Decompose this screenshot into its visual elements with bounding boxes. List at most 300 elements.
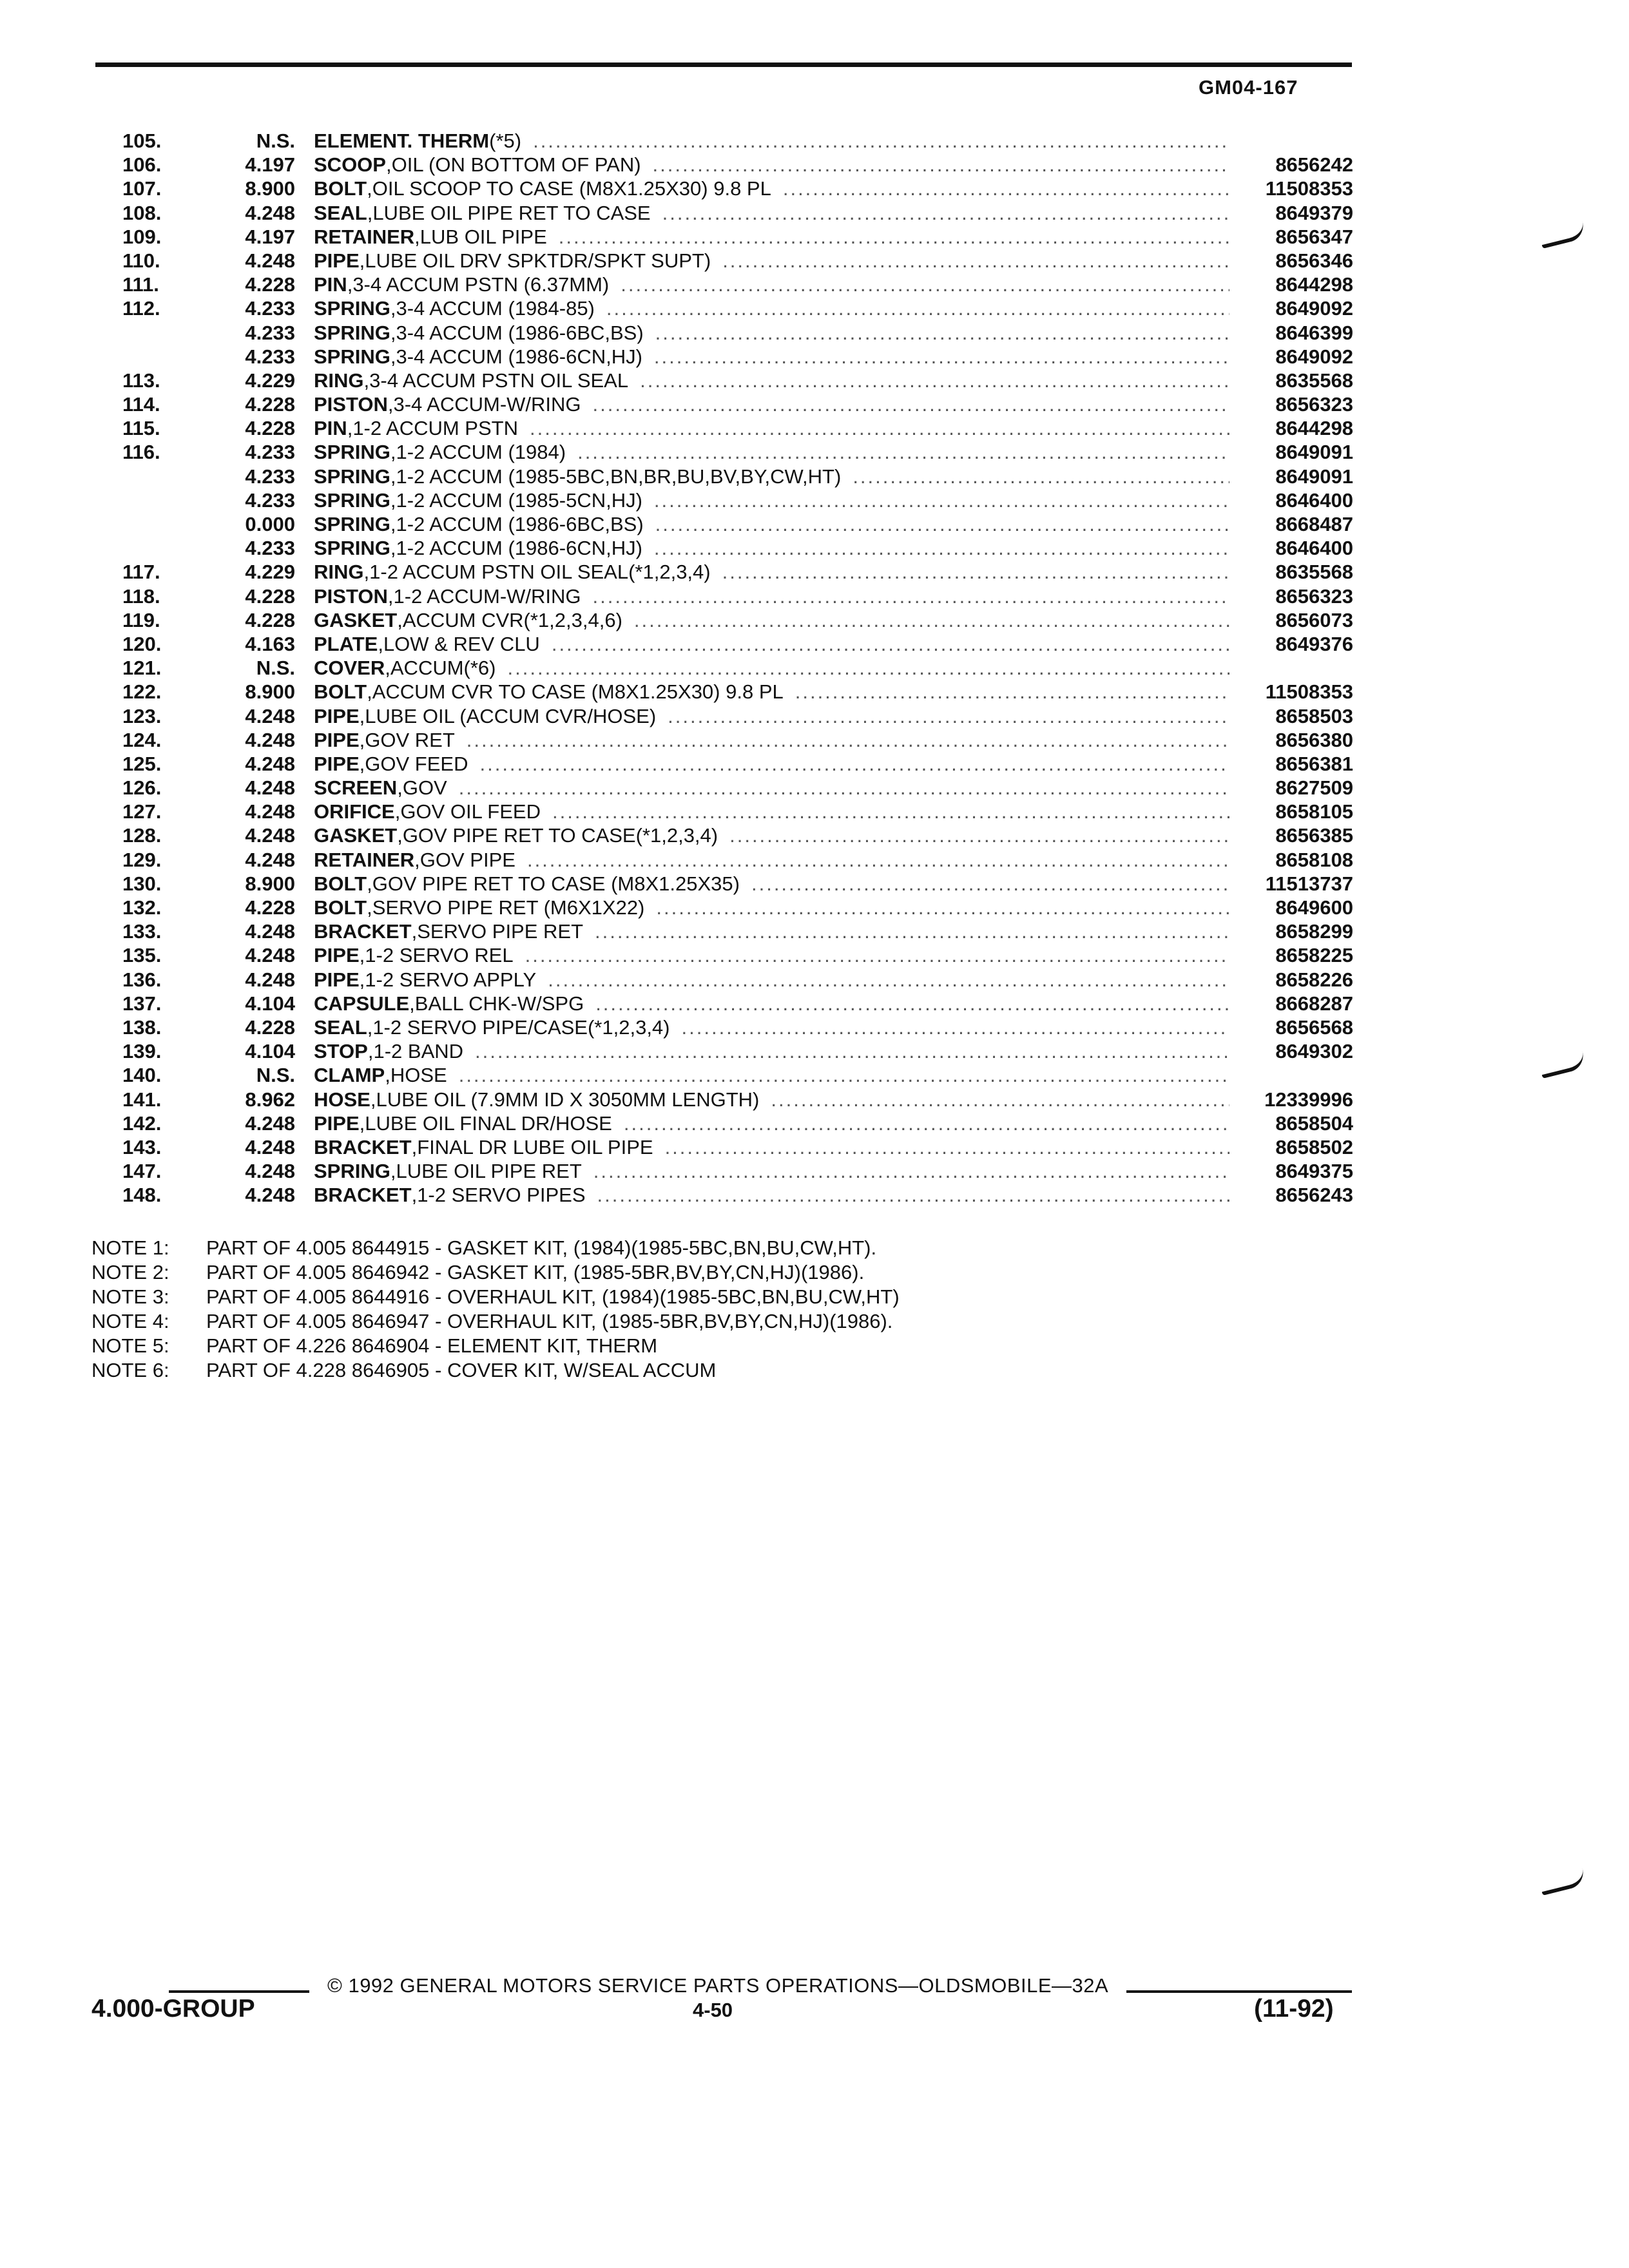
- part-row: [97, 872, 1353, 896]
- part-description: [314, 177, 1353, 200]
- part-row: [97, 1135, 1353, 1159]
- part-description: [314, 536, 1353, 560]
- part-group-number: 4.248: [245, 800, 295, 823]
- part-description: [314, 1111, 1353, 1135]
- part-name: SEAL: [314, 201, 367, 224]
- part-ref-number: 126.: [122, 776, 162, 800]
- part-ref-number: 122.: [122, 680, 162, 704]
- dot-leader: [722, 249, 1229, 273]
- part-description: [314, 1183, 1353, 1207]
- part-separator: ,: [367, 680, 372, 704]
- dot-leader: [662, 201, 1229, 225]
- part-name: BOLT: [314, 177, 367, 200]
- part-name: PIPE: [314, 249, 360, 272]
- part-ref-number: 139.: [122, 1040, 162, 1063]
- part-row: [97, 369, 1353, 392]
- dot-leader: [459, 776, 1229, 800]
- note-label: NOTE 6:: [92, 1359, 169, 1381]
- part-row: [97, 1183, 1353, 1207]
- part-detail: FINAL DR LUBE OIL PIPE: [417, 1135, 653, 1158]
- part-group-number: 4.104: [245, 992, 295, 1015]
- part-separator: ,: [409, 992, 415, 1015]
- note-line: [92, 1358, 900, 1383]
- part-ref-number: 135.: [122, 944, 162, 967]
- part-row: [97, 273, 1353, 296]
- part-group-number: 4.228: [245, 896, 295, 919]
- part-group-number: 4.163: [245, 632, 295, 655]
- part-separator: ,: [347, 273, 353, 296]
- part-ref-number: 130.: [122, 872, 162, 895]
- part-row: [97, 488, 1353, 512]
- part-detail: GOV OIL FEED: [400, 800, 541, 823]
- note-text: PART OF 4.005 8646947 - OVERHAUL KIT, (1985-5BR,BV,BY,CN,HJ)(1986).: [206, 1310, 893, 1332]
- part-group-number: 4.233: [245, 297, 295, 320]
- part-ref-number: 123.: [122, 704, 162, 727]
- part-detail: BALL CHK-W/SPG: [414, 992, 584, 1015]
- part-detail: 1-2 ACCUM-W/RING: [393, 584, 581, 608]
- part-row: [97, 153, 1353, 177]
- dot-leader: [559, 225, 1229, 249]
- part-separator: ,: [359, 944, 365, 967]
- part-row: [97, 440, 1353, 464]
- part-group-number: 4.104: [245, 1040, 295, 1063]
- part-number: 8656380: [1275, 728, 1353, 751]
- dot-leader: [783, 177, 1229, 200]
- part-ref-number: 108.: [122, 201, 162, 224]
- part-description: [314, 823, 1353, 847]
- part-ref-number: 112.: [122, 297, 160, 320]
- dot-leader: [597, 1183, 1229, 1207]
- part-name: RETAINER: [314, 848, 415, 871]
- part-description: [314, 129, 1353, 153]
- part-detail: HOSE: [390, 1064, 447, 1087]
- part-detail: 1-2 ACCUM (1986-6BC,BS): [396, 513, 644, 535]
- part-row: [97, 800, 1353, 823]
- part-ref-number: 141.: [122, 1088, 162, 1111]
- part-name: BOLT: [314, 896, 367, 919]
- dot-leader: [853, 465, 1229, 488]
- part-number: 8649375: [1275, 1160, 1353, 1183]
- part-row: [97, 823, 1353, 847]
- part-number: 8656323: [1275, 584, 1353, 608]
- part-detail: 1-2 SERVO APPLY: [365, 968, 537, 991]
- dot-leader: [593, 1159, 1229, 1183]
- part-group-number: 4.229: [245, 369, 295, 392]
- part-detail: 1-2 SERVO PIPES: [417, 1184, 586, 1207]
- part-name: BRACKET: [314, 1135, 412, 1158]
- top-rule: [95, 62, 1352, 67]
- dot-leader: [729, 823, 1229, 847]
- part-description: [314, 680, 1353, 704]
- part-separator: ,: [390, 537, 396, 560]
- part-number: 8668487: [1275, 513, 1353, 535]
- part-description: [314, 321, 1353, 345]
- part-separator: ,: [385, 657, 390, 680]
- part-name: SPRING: [314, 345, 390, 368]
- part-ref-number: 125.: [122, 752, 162, 775]
- dot-leader: [795, 680, 1229, 704]
- dot-leader: [653, 153, 1229, 177]
- footer-copyright: © 1992 GENERAL MOTORS SERVICE PARTS OPERATIONS—OLDSMOBILE—32A: [327, 1974, 1109, 1997]
- part-separator: ,: [347, 417, 353, 440]
- dot-leader: [548, 968, 1229, 992]
- part-row: [97, 225, 1353, 249]
- part-name: RETAINER: [314, 225, 415, 248]
- part-description: [314, 296, 1353, 320]
- part-description: [314, 992, 1353, 1015]
- footer-date: (11-92): [1254, 1995, 1334, 2023]
- part-number: 8627509: [1275, 776, 1353, 800]
- dot-leader: [751, 872, 1229, 896]
- part-name: PIN: [314, 273, 347, 296]
- part-name: PISTON: [314, 393, 388, 416]
- dot-leader: [634, 608, 1229, 632]
- part-ref-number: 115.: [122, 417, 160, 440]
- part-description: [314, 1088, 1353, 1111]
- part-group-number: 8.962: [245, 1088, 295, 1111]
- part-separator: ,: [385, 153, 392, 177]
- part-group-number: 4.229: [245, 561, 295, 584]
- dot-leader: [552, 632, 1229, 656]
- part-description: [314, 848, 1353, 872]
- part-group-number: 8.900: [245, 872, 295, 895]
- part-row: [97, 416, 1353, 440]
- part-description: [314, 656, 1353, 680]
- part-row: [97, 1111, 1353, 1135]
- part-detail: 1-2 BAND: [373, 1040, 464, 1063]
- part-detail: LUBE OIL (7.9MM ID X 3050MM LENGTH): [376, 1088, 760, 1111]
- part-detail: (*5): [489, 130, 522, 152]
- part-name: PIPE: [314, 944, 360, 967]
- part-description: [314, 369, 1353, 392]
- part-group-number: 4.248: [245, 824, 295, 847]
- part-group-number: 4.233: [245, 321, 295, 344]
- part-number: 8658504: [1275, 1111, 1353, 1135]
- part-row: [97, 512, 1353, 536]
- note-line: [92, 1285, 900, 1309]
- part-separator: ,: [367, 872, 372, 895]
- part-description: [314, 752, 1353, 776]
- part-name: BRACKET: [314, 1184, 412, 1207]
- dot-leader: [722, 560, 1229, 584]
- part-description: [314, 632, 1353, 656]
- part-group-number: 4.248: [245, 944, 295, 967]
- part-description: [314, 1063, 1353, 1087]
- part-name: SPRING: [314, 537, 390, 560]
- parts-list: [97, 129, 1353, 1207]
- part-description: [314, 1015, 1353, 1039]
- part-number: 8658226: [1275, 968, 1353, 991]
- part-row: [97, 560, 1353, 584]
- note-text: PART OF 4.005 8646942 - GASKET KIT, (1985-5BR,BV,BY,CN,HJ)(1986).: [206, 1261, 865, 1283]
- part-row: [97, 129, 1353, 153]
- part-number: 12339996: [1264, 1088, 1353, 1111]
- part-number: 8656385: [1275, 824, 1353, 847]
- part-description: [314, 201, 1353, 225]
- part-ref-number: 113.: [122, 369, 160, 392]
- part-ref-number: 128.: [122, 824, 162, 847]
- part-number: 8646400: [1275, 488, 1353, 512]
- part-group-number: 4.248: [245, 1135, 295, 1158]
- part-number: 8656381: [1275, 752, 1353, 775]
- part-detail: 1-2 SERVO REL: [365, 944, 514, 967]
- part-group-number: 4.233: [245, 488, 295, 512]
- part-ref-number: 148.: [122, 1184, 162, 1207]
- part-group-number: 4.248: [245, 1184, 295, 1207]
- part-separator: ,: [387, 393, 394, 416]
- part-group-number: 4.233: [245, 345, 295, 368]
- part-name: SPRING: [314, 465, 390, 488]
- dot-leader: [459, 1063, 1229, 1087]
- part-group-number: N.S.: [256, 657, 295, 680]
- part-name: COVER: [314, 657, 385, 680]
- part-description: [314, 968, 1353, 992]
- part-number: 8656346: [1275, 249, 1353, 272]
- part-ref-number: 124.: [122, 728, 162, 751]
- part-row: [97, 1088, 1353, 1111]
- part-row: [97, 608, 1353, 632]
- part-ref-number: 138.: [122, 1015, 162, 1039]
- part-number: 8649092: [1275, 297, 1353, 320]
- part-separator: ,: [385, 1064, 390, 1087]
- part-ref-number: 133.: [122, 920, 162, 943]
- part-description: [314, 728, 1353, 752]
- part-row: [97, 465, 1353, 488]
- dot-leader: [771, 1088, 1229, 1111]
- part-group-number: 0.000: [245, 513, 295, 535]
- part-row: [97, 728, 1353, 752]
- dot-leader: [595, 919, 1229, 943]
- part-name: SCREEN: [314, 776, 398, 800]
- part-separator: ,: [394, 800, 401, 823]
- dot-leader: [593, 392, 1229, 416]
- part-description: [314, 392, 1353, 416]
- part-group-number: 4.248: [245, 968, 295, 991]
- dot-leader: [656, 896, 1229, 919]
- part-row: [97, 896, 1353, 919]
- part-separator: ,: [359, 728, 365, 751]
- part-row: [97, 704, 1353, 728]
- part-name: PIN: [314, 417, 347, 440]
- part-name: BRACKET: [314, 920, 412, 943]
- dot-leader: [606, 296, 1229, 320]
- part-separator: ,: [367, 1040, 374, 1063]
- part-number: 8658225: [1275, 944, 1353, 967]
- part-ref-number: 106.: [122, 153, 162, 177]
- part-group-number: 4.233: [245, 465, 295, 488]
- part-separator: ,: [390, 1160, 396, 1183]
- part-group-number: 4.233: [245, 441, 295, 464]
- part-row: [97, 992, 1353, 1015]
- part-separator: ,: [390, 513, 396, 535]
- part-group-number: 4.248: [245, 728, 295, 751]
- margin-mark-1: [1539, 222, 1586, 249]
- part-name: SPRING: [314, 321, 390, 344]
- part-row: [97, 752, 1353, 776]
- dot-leader: [665, 1135, 1229, 1159]
- part-name: SCOOP: [314, 153, 386, 177]
- part-detail: 1-2 ACCUM (1984): [396, 441, 566, 464]
- part-number: 8658108: [1275, 848, 1353, 871]
- dot-leader: [682, 1015, 1230, 1039]
- part-detail: LUBE OIL PIPE RET: [396, 1160, 582, 1183]
- part-separator: ,: [411, 920, 418, 943]
- part-group-number: 4.248: [245, 1111, 295, 1135]
- note-label: NOTE 4:: [92, 1310, 169, 1332]
- part-detail: LUBE OIL DRV SPKTDR/SPKT SUPT): [365, 249, 711, 272]
- part-separator: ,: [367, 1015, 373, 1039]
- part-group-number: 4.248: [245, 201, 295, 224]
- dot-leader: [467, 728, 1229, 752]
- part-ref-number: 114.: [122, 393, 160, 416]
- part-group-number: 4.228: [245, 608, 295, 631]
- part-separator: ,: [359, 1111, 365, 1135]
- part-detail: SERVO PIPE RET (M6X1X22): [372, 896, 645, 919]
- part-name: PLATE: [314, 632, 378, 655]
- dot-leader: [533, 129, 1229, 153]
- part-row: [97, 536, 1353, 560]
- part-separator: ,: [397, 824, 403, 847]
- part-separator: ,: [397, 608, 403, 631]
- part-row: [97, 392, 1353, 416]
- dot-leader: [527, 848, 1229, 872]
- part-ref-number: 109.: [122, 225, 162, 248]
- part-separator: ,: [359, 704, 365, 727]
- part-number: 8646400: [1275, 537, 1353, 560]
- part-detail: LUBE OIL PIPE RET TO CASE: [372, 201, 651, 224]
- part-detail: SERVO PIPE RET: [417, 920, 584, 943]
- part-name: SEAL: [314, 1015, 367, 1039]
- dot-leader: [595, 992, 1229, 1015]
- part-ref-number: 119.: [122, 608, 160, 631]
- part-detail: OIL (ON BOTTOM OF PAN): [391, 153, 641, 177]
- part-detail: 3-4 ACCUM-W/RING: [393, 393, 581, 416]
- part-row: [97, 919, 1353, 943]
- part-group-number: 4.248: [245, 776, 295, 800]
- part-detail: GOV FEED: [365, 752, 468, 775]
- part-description: [314, 584, 1353, 608]
- part-row: [97, 680, 1353, 704]
- part-group-number: 4.248: [245, 249, 295, 272]
- note-label: NOTE 1:: [92, 1236, 169, 1259]
- part-group-number: 4.197: [245, 225, 295, 248]
- part-ref-number: 116.: [122, 441, 160, 464]
- part-description: [314, 416, 1353, 440]
- part-group-number: 4.228: [245, 417, 295, 440]
- part-row: [97, 1039, 1353, 1063]
- part-name: BOLT: [314, 872, 367, 895]
- note-line: [92, 1236, 900, 1260]
- part-group-number: 4.228: [245, 584, 295, 608]
- part-name: RING: [314, 561, 364, 584]
- part-row: [97, 656, 1353, 680]
- part-row: [97, 584, 1353, 608]
- note-label: NOTE 3:: [92, 1285, 169, 1308]
- part-separator: ,: [390, 345, 396, 368]
- dot-leader: [552, 800, 1229, 823]
- part-description: [314, 800, 1353, 823]
- dot-leader: [654, 488, 1229, 512]
- dot-leader: [654, 345, 1229, 369]
- part-ref-number: 137.: [122, 992, 162, 1015]
- part-number: 8656243: [1275, 1184, 1353, 1207]
- note-text: PART OF 4.228 8646905 - COVER KIT, W/SEAL ACCUM: [206, 1359, 717, 1381]
- part-group-number: 4.197: [245, 153, 295, 177]
- part-separator: ,: [367, 177, 372, 200]
- part-description: [314, 249, 1353, 273]
- part-description: [314, 560, 1353, 584]
- dot-leader: [654, 536, 1229, 560]
- dot-leader: [624, 1111, 1229, 1135]
- part-number: [1240, 656, 1353, 680]
- part-group-number: N.S.: [256, 130, 295, 152]
- part-group-number: 4.248: [245, 848, 295, 871]
- part-group-number: 4.228: [245, 1015, 295, 1039]
- part-detail: OIL SCOOP TO CASE (M8X1.25X30) 9.8 PL: [372, 177, 771, 200]
- part-number: 11508353: [1265, 680, 1353, 704]
- part-detail: 1-2 ACCUM PSTN OIL SEAL(*1,2,3,4): [369, 561, 711, 584]
- part-detail: 1-2 SERVO PIPE/CASE(*1,2,3,4): [372, 1015, 670, 1039]
- part-ref-number: 110.: [122, 249, 160, 272]
- part-row: [97, 177, 1353, 200]
- part-number: 8658502: [1275, 1135, 1353, 1158]
- part-separator: ,: [363, 561, 370, 584]
- part-name: CAPSULE: [314, 992, 410, 1015]
- part-ref-number: 118.: [122, 584, 160, 608]
- part-name: PIPE: [314, 704, 360, 727]
- part-description: [314, 512, 1353, 536]
- part-name: SPRING: [314, 297, 390, 320]
- part-ref-number: 127.: [122, 800, 162, 823]
- note-text: PART OF 4.226 8646904 - ELEMENT KIT, THERM: [206, 1334, 658, 1357]
- part-detail: LUB OIL PIPE: [419, 225, 547, 248]
- dot-leader: [577, 440, 1229, 464]
- part-group-number: N.S.: [256, 1064, 295, 1087]
- part-description: [314, 1039, 1353, 1063]
- part-row: [97, 1159, 1353, 1183]
- dot-leader: [640, 369, 1229, 392]
- part-separator: ,: [390, 488, 396, 512]
- part-detail: 3-4 ACCUM (1986-6CN,HJ): [396, 345, 642, 368]
- part-number: 8668287: [1275, 992, 1353, 1015]
- part-description: [314, 465, 1353, 488]
- part-ref-number: 142.: [122, 1111, 162, 1135]
- part-ref-number: 140.: [122, 1064, 162, 1087]
- part-detail: 1-2 ACCUM PSTN: [352, 417, 518, 440]
- part-detail: 3-4 ACCUM PSTN OIL SEAL: [369, 369, 629, 392]
- dot-leader: [593, 584, 1229, 608]
- note-text: PART OF 4.005 8644915 - GASKET KIT, (1984)(1985-5BC,BN,BU,CW,HT).: [206, 1236, 877, 1259]
- part-group-number: 4.228: [245, 393, 295, 416]
- part-separator: ,: [359, 968, 365, 991]
- note-label: NOTE 5:: [92, 1334, 169, 1357]
- part-separator: ,: [387, 584, 394, 608]
- note-label: NOTE 2:: [92, 1261, 169, 1283]
- part-detail: 1-2 ACCUM (1985-5CN,HJ): [396, 488, 642, 512]
- notes-section: [92, 1236, 900, 1383]
- part-name: CLAMP: [314, 1064, 385, 1087]
- part-ref-number: 120.: [122, 632, 162, 655]
- dot-leader: [508, 656, 1230, 680]
- part-description: [314, 704, 1353, 728]
- part-number: 8656568: [1275, 1015, 1353, 1039]
- part-row: [97, 968, 1353, 992]
- part-description: [314, 896, 1353, 919]
- part-row: [97, 943, 1353, 967]
- part-name: ELEMENT. THERM: [314, 130, 490, 152]
- part-detail: GOV RET: [365, 728, 455, 751]
- part-name: SPRING: [314, 441, 390, 464]
